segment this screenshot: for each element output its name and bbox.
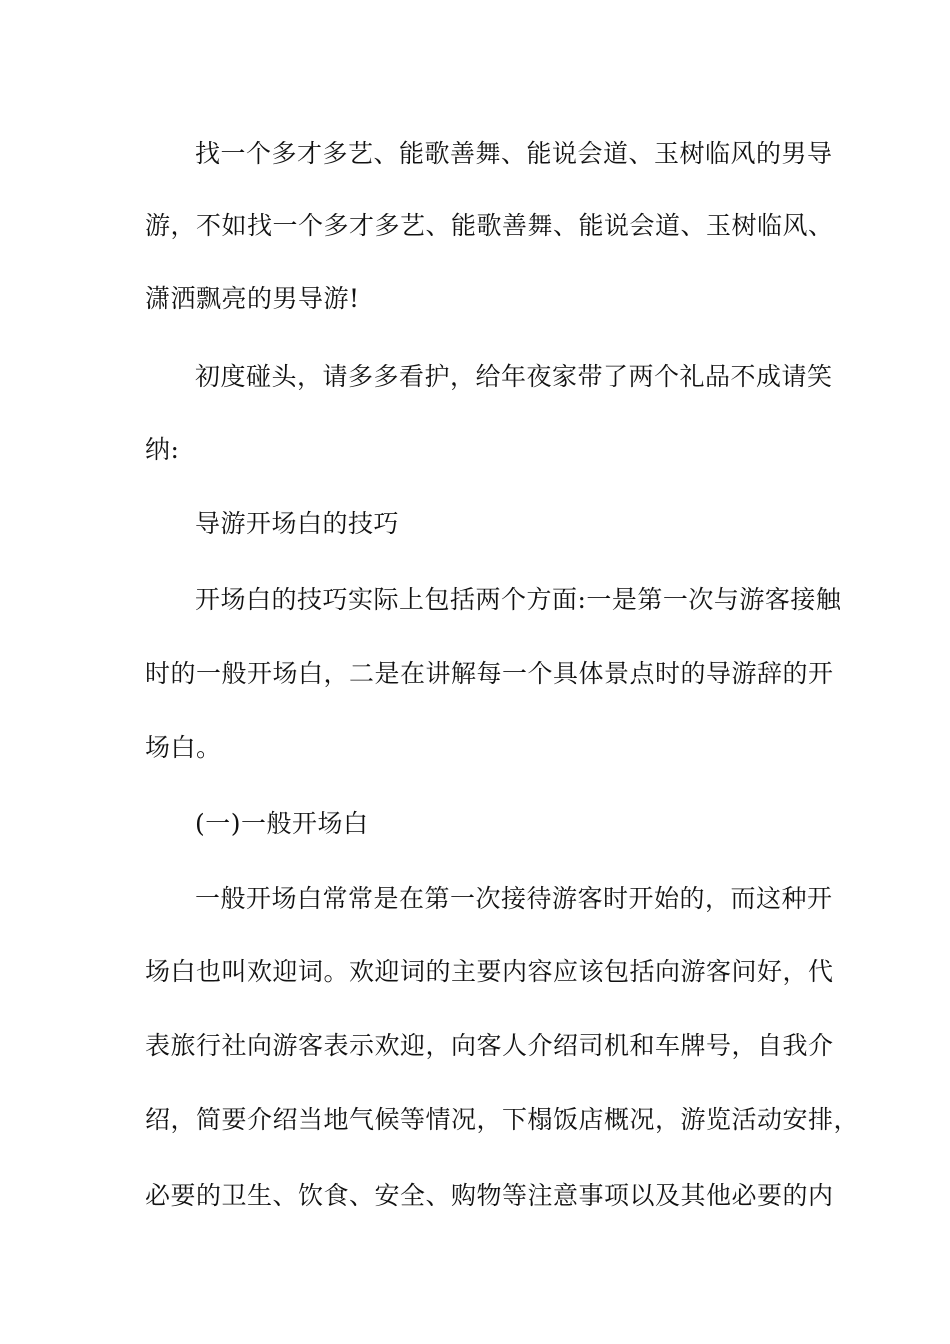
paragraph-line: 游，不如找一个多才多艺、能歌善舞、能说会道、玉树临风、 [145, 211, 834, 240]
paragraph-line: 初度碰头，请多多看护，给年夜家带了两个礼品不成请笑 [195, 362, 833, 391]
paragraph-line: 表旅行社向游客表示欢迎，向客人介绍司机和车牌号，自我介 [145, 1031, 834, 1060]
paragraph-line: 时的一般开场白，二是在讲解每一个具体景点时的导游辞的开 [145, 659, 834, 688]
subsection-heading: (一)一般开场白 [195, 809, 369, 838]
paragraph-line: 找一个多才多艺、能歌善舞、能说会道、玉树临风的男导 [195, 139, 833, 168]
paragraph-line: 必要的卫生、饮食、安全、购物等注意事项以及其他必要的内 [145, 1181, 834, 1210]
paragraph-line: 开场白的技巧实际上包括两个方面:一是第一次与游客接触 [195, 585, 842, 614]
paragraph-line: 潇洒飘亮的男导游! [145, 284, 360, 313]
paragraph-line: 纳: [145, 435, 180, 464]
paragraph-line: 场白。 [145, 733, 222, 762]
paragraph-line: 一般开场白常常是在第一次接待游客时开始的，而这种开 [195, 884, 833, 913]
paragraph-line: 绍，简要介绍当地气候等情况，下榻饭店概况，游览活动安排， [145, 1105, 860, 1134]
paragraph-line: 场白也叫欢迎词。欢迎词的主要内容应该包括向游客问好，代 [145, 957, 834, 986]
section-heading: 导游开场白的技巧 [195, 509, 400, 538]
